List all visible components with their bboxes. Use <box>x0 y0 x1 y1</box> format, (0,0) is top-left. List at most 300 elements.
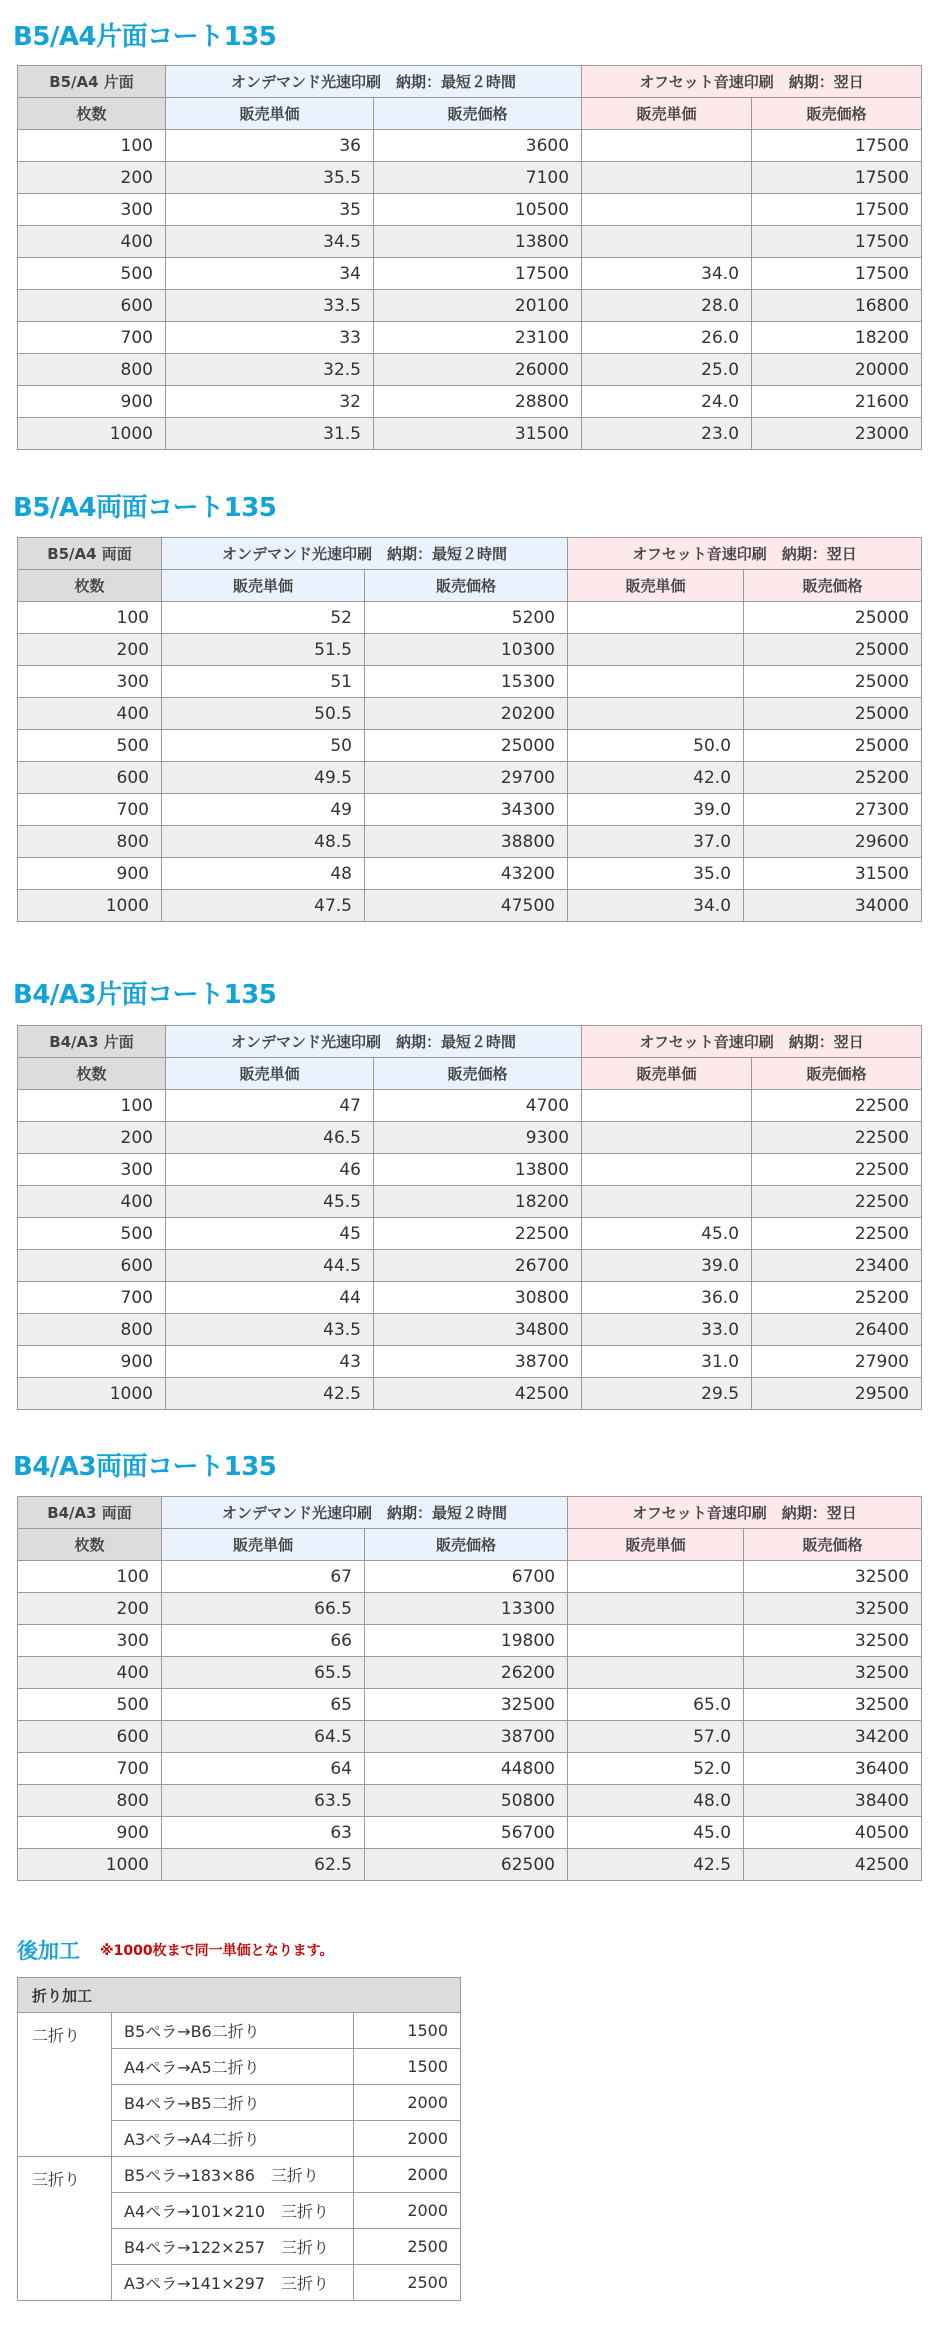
ondemand-price-cell: 10500 <box>374 194 582 226</box>
ondemand-price-cell: 34300 <box>365 794 568 826</box>
offset-price-cell: 17500 <box>752 194 922 226</box>
offset-unit-cell: 42.0 <box>568 762 744 794</box>
offset-price-cell: 31500 <box>744 858 922 890</box>
offset-price-cell: 17500 <box>752 130 922 162</box>
table-row <box>18 1593 922 1625</box>
ondemand-price-cell: 18200 <box>374 1186 582 1218</box>
ondemand-price-cell: 50800 <box>365 1785 568 1817</box>
ondemand-unit-cell: 65 <box>162 1689 365 1721</box>
table-row <box>18 762 922 794</box>
offset-price-cell: 17500 <box>752 258 922 290</box>
offset-unit-cell: 36.0 <box>582 1282 752 1314</box>
offset-unit-cell: 37.0 <box>568 826 744 858</box>
ondemand-unit-cell: 46 <box>166 1154 374 1186</box>
table-row <box>18 1282 922 1314</box>
ondemand-unit-cell: 34.5 <box>166 226 374 258</box>
ondemand-unit-cell: 47 <box>166 1090 374 1122</box>
fold-item-price: 2000 <box>354 2121 461 2157</box>
offset-price-cell: 20000 <box>752 354 922 386</box>
qty-cell: 500 <box>18 1689 162 1721</box>
table-row <box>18 794 922 826</box>
offset-unit-cell: 42.5 <box>568 1849 744 1881</box>
offset-price-cell: 17500 <box>752 226 922 258</box>
table-row <box>18 1186 922 1218</box>
qty-cell: 200 <box>18 634 162 666</box>
offset-price-cell: 21600 <box>752 386 922 418</box>
ondemand-price-cell: 4700 <box>374 1090 582 1122</box>
fold-item-price: 2000 <box>354 2157 461 2193</box>
fold-item-price: 2500 <box>354 2265 461 2301</box>
table-row <box>18 1561 922 1593</box>
table-row <box>18 418 922 450</box>
ondemand-price-cell: 20100 <box>374 290 582 322</box>
offset-unit-cell: 31.0 <box>582 1346 752 1378</box>
post-processing-title: 後加工 <box>17 1939 80 1963</box>
offset-unit-cell <box>568 1593 744 1625</box>
offset-unit-cell <box>582 226 752 258</box>
folding-table <box>17 1977 461 2301</box>
ondemand-price-cell: 30800 <box>374 1282 582 1314</box>
qty-cell: 600 <box>18 1721 162 1753</box>
table-row <box>18 2157 461 2193</box>
offset-price-cell: 23000 <box>752 418 922 450</box>
offset-unit-cell: 48.0 <box>568 1785 744 1817</box>
table-corner-label: B5/A4 片面 <box>18 66 166 98</box>
qty-cell: 400 <box>18 1186 166 1218</box>
qty-cell: 600 <box>18 1250 166 1282</box>
ondemand-header: オンデマンド光速印刷 納期：最短２時間 <box>162 538 568 570</box>
ondemand-unit-cell: 64.5 <box>162 1721 365 1753</box>
offset-unit-cell: 39.0 <box>582 1250 752 1282</box>
ondemand-unit-cell: 51 <box>162 666 365 698</box>
offset-unit-cell <box>582 162 752 194</box>
offset-unit-cell: 34.0 <box>582 258 752 290</box>
offset-price-cell: 16800 <box>752 290 922 322</box>
ondemand-unit-cell: 34 <box>166 258 374 290</box>
ondemand-unit-cell: 32.5 <box>166 354 374 386</box>
offset-unit-cell <box>582 1186 752 1218</box>
ondemand-price-cell: 26700 <box>374 1250 582 1282</box>
ondemand-unit-cell: 33 <box>166 322 374 354</box>
offset-price-cell: 34200 <box>744 1721 922 1753</box>
ondemand-unit-cell: 63 <box>162 1817 365 1849</box>
offset-unit-cell <box>568 1561 744 1593</box>
offset-unit-cell: 45.0 <box>568 1817 744 1849</box>
fold-item-name: A3ペラ→A4二折り <box>112 2121 354 2157</box>
table-row <box>18 1657 922 1689</box>
qty-cell: 200 <box>18 1593 162 1625</box>
table-row <box>18 602 922 634</box>
qty-cell: 300 <box>18 666 162 698</box>
offset-unit-cell: 57.0 <box>568 1721 744 1753</box>
qty-cell: 500 <box>18 1218 166 1250</box>
qty-cell: 700 <box>18 1282 166 1314</box>
ondemand-unit-cell: 33.5 <box>166 290 374 322</box>
section-title: B5/A4両面コート135 <box>13 493 277 523</box>
ondemand-unit-cell: 35.5 <box>166 162 374 194</box>
table-row <box>18 1218 922 1250</box>
ondemand-unit-cell: 35 <box>166 194 374 226</box>
table-row <box>18 858 922 890</box>
qty-cell: 900 <box>18 1817 162 1849</box>
fold-group-label: 二折り <box>18 2013 112 2157</box>
qty-cell: 100 <box>18 1561 162 1593</box>
offset-unit-cell: 29.5 <box>582 1378 752 1410</box>
fold-item-price: 1500 <box>354 2013 461 2049</box>
table-row <box>18 666 922 698</box>
ondemand-price-cell: 62500 <box>365 1849 568 1881</box>
table-row <box>18 354 922 386</box>
ondemand-price-cell: 43200 <box>365 858 568 890</box>
offset-price-cell: 22500 <box>752 1090 922 1122</box>
fold-item-name: A3ペラ→141×297 三折り <box>112 2265 354 2301</box>
table-row <box>18 1689 922 1721</box>
qty-cell: 800 <box>18 1314 166 1346</box>
quantity-header: 枚数 <box>18 570 162 602</box>
section-title: B4/A3両面コート135 <box>13 1452 277 1482</box>
offset-price-header: 販売価格 <box>744 570 922 602</box>
ondemand-price-cell: 44800 <box>365 1753 568 1785</box>
ondemand-unit-cell: 32 <box>166 386 374 418</box>
table-corner-label: B5/A4 両面 <box>18 538 162 570</box>
table-corner-label: B4/A3 片面 <box>18 1026 166 1058</box>
ondemand-price-header: 販売価格 <box>374 98 582 130</box>
offset-price-cell: 25000 <box>744 666 922 698</box>
offset-unit-cell: 25.0 <box>582 354 752 386</box>
offset-price-cell: 22500 <box>752 1122 922 1154</box>
table-row <box>18 890 922 922</box>
ondemand-price-cell: 3600 <box>374 130 582 162</box>
table-row <box>18 634 922 666</box>
table-row <box>18 194 922 226</box>
ondemand-price-cell: 22500 <box>374 1218 582 1250</box>
offset-price-cell: 32500 <box>744 1657 922 1689</box>
qty-cell: 600 <box>18 762 162 794</box>
offset-header: オフセット音速印刷 納期：翌日 <box>582 66 922 98</box>
post-processing-note: ※1000枚まで同一単価となります。 <box>100 1943 334 1959</box>
table-row <box>18 130 922 162</box>
quantity-header: 枚数 <box>18 1529 162 1561</box>
ondemand-price-cell: 28800 <box>374 386 582 418</box>
table-row <box>18 730 922 762</box>
ondemand-unit-cell: 31.5 <box>166 418 374 450</box>
offset-unit-cell <box>568 634 744 666</box>
qty-cell: 500 <box>18 730 162 762</box>
offset-unit-cell: 39.0 <box>568 794 744 826</box>
qty-cell: 200 <box>18 1122 166 1154</box>
ondemand-price-cell: 38700 <box>365 1721 568 1753</box>
offset-unit-cell: 35.0 <box>568 858 744 890</box>
qty-cell: 900 <box>18 1346 166 1378</box>
ondemand-unit-header: 販売単価 <box>162 570 365 602</box>
offset-unit-cell: 24.0 <box>582 386 752 418</box>
ondemand-price-cell: 25000 <box>365 730 568 762</box>
table-row <box>18 290 922 322</box>
offset-unit-cell: 50.0 <box>568 730 744 762</box>
offset-unit-cell: 33.0 <box>582 1314 752 1346</box>
ondemand-unit-cell: 63.5 <box>162 1785 365 1817</box>
offset-price-cell: 17500 <box>752 162 922 194</box>
table-row <box>18 1785 922 1817</box>
ondemand-price-cell: 26000 <box>374 354 582 386</box>
offset-unit-cell <box>582 1090 752 1122</box>
ondemand-price-header: 販売価格 <box>365 1529 568 1561</box>
ondemand-price-cell: 32500 <box>365 1689 568 1721</box>
offset-price-cell: 23400 <box>752 1250 922 1282</box>
offset-price-cell: 42500 <box>744 1849 922 1881</box>
ondemand-unit-cell: 65.5 <box>162 1657 365 1689</box>
ondemand-unit-cell: 43 <box>166 1346 374 1378</box>
offset-unit-header: 販売単価 <box>568 1529 744 1561</box>
ondemand-price-cell: 56700 <box>365 1817 568 1849</box>
section-title: B4/A3片面コート135 <box>13 980 277 1010</box>
offset-price-cell: 32500 <box>744 1689 922 1721</box>
offset-price-cell: 29600 <box>744 826 922 858</box>
offset-header: オフセット音速印刷 納期：翌日 <box>568 538 922 570</box>
folding-table-header: 折り加工 <box>18 1978 461 2013</box>
offset-price-header: 販売価格 <box>744 1529 922 1561</box>
table-row <box>18 698 922 730</box>
table-row <box>18 826 922 858</box>
ondemand-unit-cell: 45.5 <box>166 1186 374 1218</box>
fold-item-price: 2000 <box>354 2085 461 2121</box>
ondemand-unit-cell: 42.5 <box>166 1378 374 1410</box>
fold-item-name: A4ペラ→101×210 三折り <box>112 2193 354 2229</box>
offset-price-cell: 18200 <box>752 322 922 354</box>
offset-unit-cell: 23.0 <box>582 418 752 450</box>
ondemand-price-cell: 9300 <box>374 1122 582 1154</box>
fold-item-price: 2500 <box>354 2229 461 2265</box>
offset-unit-cell: 52.0 <box>568 1753 744 1785</box>
qty-cell: 300 <box>18 194 166 226</box>
offset-unit-cell <box>582 130 752 162</box>
offset-price-cell: 34000 <box>744 890 922 922</box>
ondemand-price-cell: 5200 <box>365 602 568 634</box>
quantity-header: 枚数 <box>18 1058 166 1090</box>
offset-unit-header: 販売単価 <box>582 98 752 130</box>
price-table <box>17 537 922 922</box>
table-row <box>18 386 922 418</box>
fold-item-name: B5ペラ→183×86 三折り <box>112 2157 354 2193</box>
qty-cell: 400 <box>18 1657 162 1689</box>
table-row <box>18 2013 461 2049</box>
qty-cell: 1000 <box>18 1378 166 1410</box>
offset-price-cell: 27300 <box>744 794 922 826</box>
ondemand-unit-cell: 50.5 <box>162 698 365 730</box>
ondemand-unit-cell: 52 <box>162 602 365 634</box>
offset-unit-header: 販売単価 <box>568 570 744 602</box>
table-row <box>18 1849 922 1881</box>
ondemand-unit-cell: 49 <box>162 794 365 826</box>
quantity-header: 枚数 <box>18 98 166 130</box>
ondemand-unit-cell: 50 <box>162 730 365 762</box>
ondemand-unit-cell: 51.5 <box>162 634 365 666</box>
price-table <box>17 65 922 450</box>
ondemand-price-header: 販売価格 <box>374 1058 582 1090</box>
ondemand-price-cell: 34800 <box>374 1314 582 1346</box>
offset-price-cell: 22500 <box>752 1218 922 1250</box>
offset-price-cell: 32500 <box>744 1593 922 1625</box>
price-table <box>17 1496 922 1881</box>
ondemand-unit-cell: 45 <box>166 1218 374 1250</box>
qty-cell: 900 <box>18 386 166 418</box>
table-corner-label: B4/A3 両面 <box>18 1497 162 1529</box>
qty-cell: 100 <box>18 130 166 162</box>
offset-unit-cell: 26.0 <box>582 322 752 354</box>
ondemand-unit-header: 販売単価 <box>166 1058 374 1090</box>
table-row <box>18 162 922 194</box>
qty-cell: 100 <box>18 1090 166 1122</box>
ondemand-price-cell: 17500 <box>374 258 582 290</box>
ondemand-price-header: 販売価格 <box>365 570 568 602</box>
ondemand-price-cell: 13300 <box>365 1593 568 1625</box>
ondemand-unit-cell: 48 <box>162 858 365 890</box>
table-row <box>18 1154 922 1186</box>
fold-group-label: 三折り <box>18 2157 112 2301</box>
table-row <box>18 1250 922 1282</box>
ondemand-price-cell: 15300 <box>365 666 568 698</box>
offset-price-cell: 25000 <box>744 698 922 730</box>
qty-cell: 100 <box>18 602 162 634</box>
table-row <box>18 1625 922 1657</box>
offset-unit-cell <box>582 1122 752 1154</box>
offset-unit-cell <box>568 1657 744 1689</box>
ondemand-price-cell: 42500 <box>374 1378 582 1410</box>
offset-unit-cell <box>568 1625 744 1657</box>
qty-cell: 900 <box>18 858 162 890</box>
ondemand-header: オンデマンド光速印刷 納期：最短２時間 <box>166 66 582 98</box>
offset-price-header: 販売価格 <box>752 98 922 130</box>
table-row <box>18 226 922 258</box>
offset-unit-cell: 28.0 <box>582 290 752 322</box>
ondemand-unit-header: 販売単価 <box>166 98 374 130</box>
ondemand-price-cell: 23100 <box>374 322 582 354</box>
offset-price-cell: 22500 <box>752 1154 922 1186</box>
table-row <box>18 1346 922 1378</box>
offset-unit-cell <box>582 1154 752 1186</box>
offset-price-cell: 25000 <box>744 730 922 762</box>
qty-cell: 1000 <box>18 890 162 922</box>
ondemand-unit-cell: 66.5 <box>162 1593 365 1625</box>
table-row <box>18 1817 922 1849</box>
offset-price-cell: 29500 <box>752 1378 922 1410</box>
offset-unit-cell: 65.0 <box>568 1689 744 1721</box>
fold-item-name: B4ペラ→122×257 三折り <box>112 2229 354 2265</box>
ondemand-unit-cell: 47.5 <box>162 890 365 922</box>
table-row <box>18 1753 922 1785</box>
offset-header: オフセット音速印刷 納期：翌日 <box>582 1026 922 1058</box>
table-row <box>18 1378 922 1410</box>
ondemand-price-cell: 29700 <box>365 762 568 794</box>
fold-item-price: 2000 <box>354 2193 461 2229</box>
offset-unit-cell <box>568 602 744 634</box>
qty-cell: 700 <box>18 322 166 354</box>
table-row <box>18 1721 922 1753</box>
ondemand-unit-cell: 62.5 <box>162 1849 365 1881</box>
ondemand-unit-cell: 36 <box>166 130 374 162</box>
ondemand-unit-cell: 48.5 <box>162 826 365 858</box>
offset-unit-cell <box>582 194 752 226</box>
table-row <box>18 258 922 290</box>
qty-cell: 400 <box>18 698 162 730</box>
offset-price-cell: 38400 <box>744 1785 922 1817</box>
qty-cell: 300 <box>18 1625 162 1657</box>
ondemand-unit-cell: 44.5 <box>166 1250 374 1282</box>
offset-price-cell: 25200 <box>744 762 922 794</box>
price-table <box>17 1025 922 1410</box>
offset-price-cell: 27900 <box>752 1346 922 1378</box>
ondemand-unit-cell: 66 <box>162 1625 365 1657</box>
ondemand-unit-header: 販売単価 <box>162 1529 365 1561</box>
offset-price-cell: 22500 <box>752 1186 922 1218</box>
ondemand-price-cell: 13800 <box>374 1154 582 1186</box>
table-row <box>18 1122 922 1154</box>
qty-cell: 400 <box>18 226 166 258</box>
qty-cell: 500 <box>18 258 166 290</box>
offset-unit-cell: 45.0 <box>582 1218 752 1250</box>
ondemand-unit-cell: 64 <box>162 1753 365 1785</box>
ondemand-price-cell: 19800 <box>365 1625 568 1657</box>
section-title: B5/A4片面コート135 <box>13 22 277 52</box>
ondemand-price-cell: 10300 <box>365 634 568 666</box>
offset-price-header: 販売価格 <box>752 1058 922 1090</box>
qty-cell: 200 <box>18 162 166 194</box>
ondemand-price-cell: 31500 <box>374 418 582 450</box>
ondemand-unit-cell: 49.5 <box>162 762 365 794</box>
offset-price-cell: 25200 <box>752 1282 922 1314</box>
ondemand-price-cell: 38800 <box>365 826 568 858</box>
offset-price-cell: 25000 <box>744 634 922 666</box>
fold-item-name: B5ペラ→B6二折り <box>112 2013 354 2049</box>
ondemand-header: オンデマンド光速印刷 納期：最短２時間 <box>166 1026 582 1058</box>
qty-cell: 1000 <box>18 1849 162 1881</box>
fold-item-name: A4ペラ→A5二折り <box>112 2049 354 2085</box>
ondemand-price-cell: 20200 <box>365 698 568 730</box>
qty-cell: 700 <box>18 1753 162 1785</box>
ondemand-price-cell: 26200 <box>365 1657 568 1689</box>
ondemand-price-cell: 47500 <box>365 890 568 922</box>
table-row <box>18 1090 922 1122</box>
offset-unit-cell: 34.0 <box>568 890 744 922</box>
offset-price-cell: 25000 <box>744 602 922 634</box>
qty-cell: 800 <box>18 354 166 386</box>
offset-unit-cell <box>568 698 744 730</box>
qty-cell: 700 <box>18 794 162 826</box>
offset-unit-header: 販売単価 <box>582 1058 752 1090</box>
ondemand-price-cell: 38700 <box>374 1346 582 1378</box>
qty-cell: 800 <box>18 826 162 858</box>
offset-price-cell: 26400 <box>752 1314 922 1346</box>
ondemand-unit-cell: 46.5 <box>166 1122 374 1154</box>
offset-price-cell: 36400 <box>744 1753 922 1785</box>
table-row <box>18 1314 922 1346</box>
qty-cell: 300 <box>18 1154 166 1186</box>
qty-cell: 800 <box>18 1785 162 1817</box>
ondemand-unit-cell: 43.5 <box>166 1314 374 1346</box>
ondemand-unit-cell: 67 <box>162 1561 365 1593</box>
table-row <box>18 322 922 354</box>
offset-unit-cell <box>568 666 744 698</box>
fold-item-name: B4ペラ→B5二折り <box>112 2085 354 2121</box>
qty-cell: 600 <box>18 290 166 322</box>
offset-price-cell: 32500 <box>744 1561 922 1593</box>
ondemand-price-cell: 13800 <box>374 226 582 258</box>
ondemand-price-cell: 7100 <box>374 162 582 194</box>
offset-price-cell: 40500 <box>744 1817 922 1849</box>
qty-cell: 1000 <box>18 418 166 450</box>
ondemand-header: オンデマンド光速印刷 納期：最短２時間 <box>162 1497 568 1529</box>
offset-header: オフセット音速印刷 納期：翌日 <box>568 1497 922 1529</box>
